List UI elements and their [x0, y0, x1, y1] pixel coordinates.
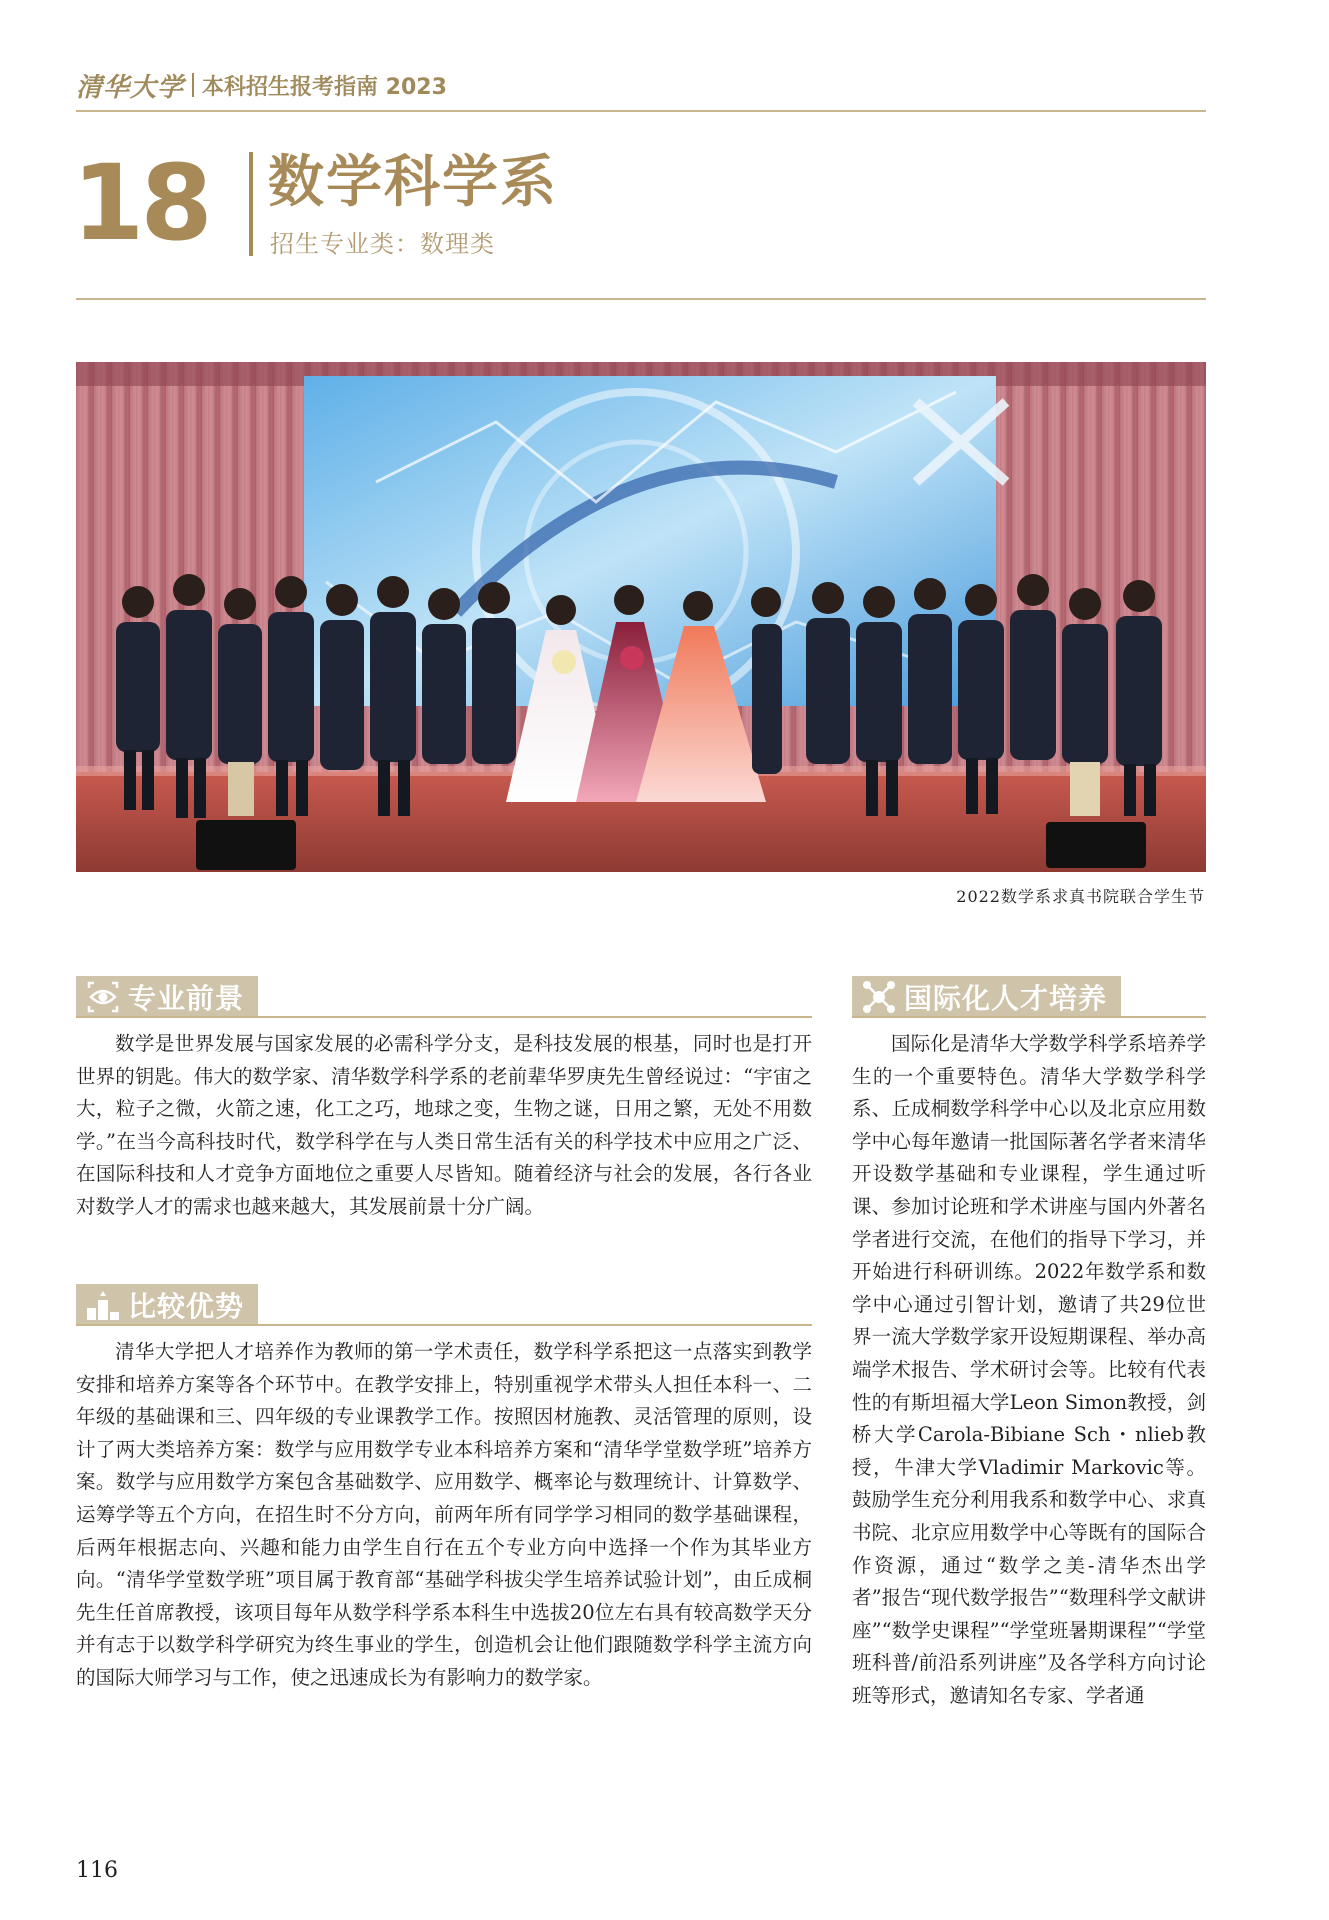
section-title-advantage: 比较优势: [128, 1290, 245, 1323]
group-photo: [76, 362, 1206, 872]
section-rule-international: [852, 1016, 1206, 1018]
guide-title: 本科招生报考指南 2023: [202, 74, 447, 100]
header-separator: [192, 73, 194, 97]
prospect-body: 数学是世界发展与国家发展的必需科学分支，是科技发展的根基，同时也是打开世界的钥匙。伟大的数学家、清华数学科学系的老前辈华罗庚先生曾经说过：“宇宙之大，粒子之微，火箭之速，化工之巧，地球之变，生物之谜，日用之繁，无处不用数学。”在当今高科技时代，数学科学在与人类日常生活有关的科学技术中应用之广泛、在国际科技和人才竞争方面地位之重要人尽皆知。随着经济与社会的发展，各行各业对数学人才的需求也越来越大，其发展前景十分广阔。: [76, 1032, 812, 1218]
university-logo: 清华大学: [76, 72, 185, 103]
international-body: 国际化是清华大学数学科学系培养学生的一个重要特色。清华大学数学科学系、丘成桐数学科学中心以及北京应用数学中心每年邀请一批国际著名学者来清华开设数学基础和专业课程，学生通过听课、参加讨论班和学术讲座与国内外著名学者进行交流，在他们的指导下学习，并开始进行科研训练。2022年数学系和数学中心通过引智计划，邀请了共29位世界一流大学数学家开设短期课程、举办高端学术报告、学术研讨会等。比较有代表性的有斯坦福大学Leon Simon教授，剑桥大学Carola-Bibiane Sch・nlieb教授，牛津大学Vladimir Markovic等。鼓励学生充分利用我系和数学中心、求真书院、北京应用数学中心等既有的国际合作资源，通过“数学之美-清华杰出学者”报告“现代数学报告”“数理科学文献讲座”“数学史课程”“学堂班暑期课程”“学堂班科普/前沿系列讲座”及各学科方向讨论班等形式，邀请知名专家、学者通: [852, 1032, 1206, 1707]
podium-icon: [86, 1288, 120, 1322]
eye-icon: [86, 980, 120, 1014]
section-rule-prospect: [76, 1016, 812, 1018]
admission-category: 招生专业类：数理类: [270, 230, 495, 258]
title-divider: [249, 152, 253, 256]
advantage-body: 清华大学把人才培养作为教师的第一学术责任，数学科学系把这一点落实到教学安排和培养方案等各个环节中。在教学安排上，特别重视学术带头人担任本科一、二年级的基础课和三、四年级的专业课教学工作。按照因材施教、灵活管理的原则，设计了两大类培养方案：数学与应用数学专业本科培养方案和“清华学堂数学班”培养方案。数学与应用数学方案包含基础数学、应用数学、概率论与数理统计、计算数学、运筹学等五个方向，在招生时不分方向，前两年所有同学学习相同的数学基础课程，后两年根据志向、兴趣和能力由学生自行在五个专业方向中选择一个作为其毕业方向。“清华学堂数学班”项目属于教育部“基础学科拔尖学生培养试验计划”，由丘成桐先生任首席教授，该项目每年从数学科学系本科生中选拔20位左右具有较高数学天分并有志于以数学科学研究为终生事业的学生，创造机会让他们跟随数学科学主流方向的国际大师学习与工作，使之迅速成长为有影响力的数学家。: [76, 1340, 812, 1689]
title-rule: [76, 298, 1206, 300]
page-header: [76, 64, 1206, 106]
section-rule-advantage: [76, 1324, 812, 1326]
photo-caption: 2022数学系求真书院联合学生节: [956, 887, 1205, 906]
section-header-international: [852, 976, 1121, 1018]
section-header-advantage: [76, 1284, 258, 1326]
page-number: 116: [76, 1858, 118, 1883]
department-name: 数学科学系: [268, 150, 558, 215]
section-title-prospect: 专业前景: [128, 982, 245, 1015]
section-header-prospect: [76, 976, 258, 1018]
department-number: 18: [72, 142, 209, 264]
section-title-international: 国际化人才培养: [904, 982, 1108, 1015]
network-icon: [862, 980, 896, 1014]
header-rule: [76, 110, 1206, 112]
